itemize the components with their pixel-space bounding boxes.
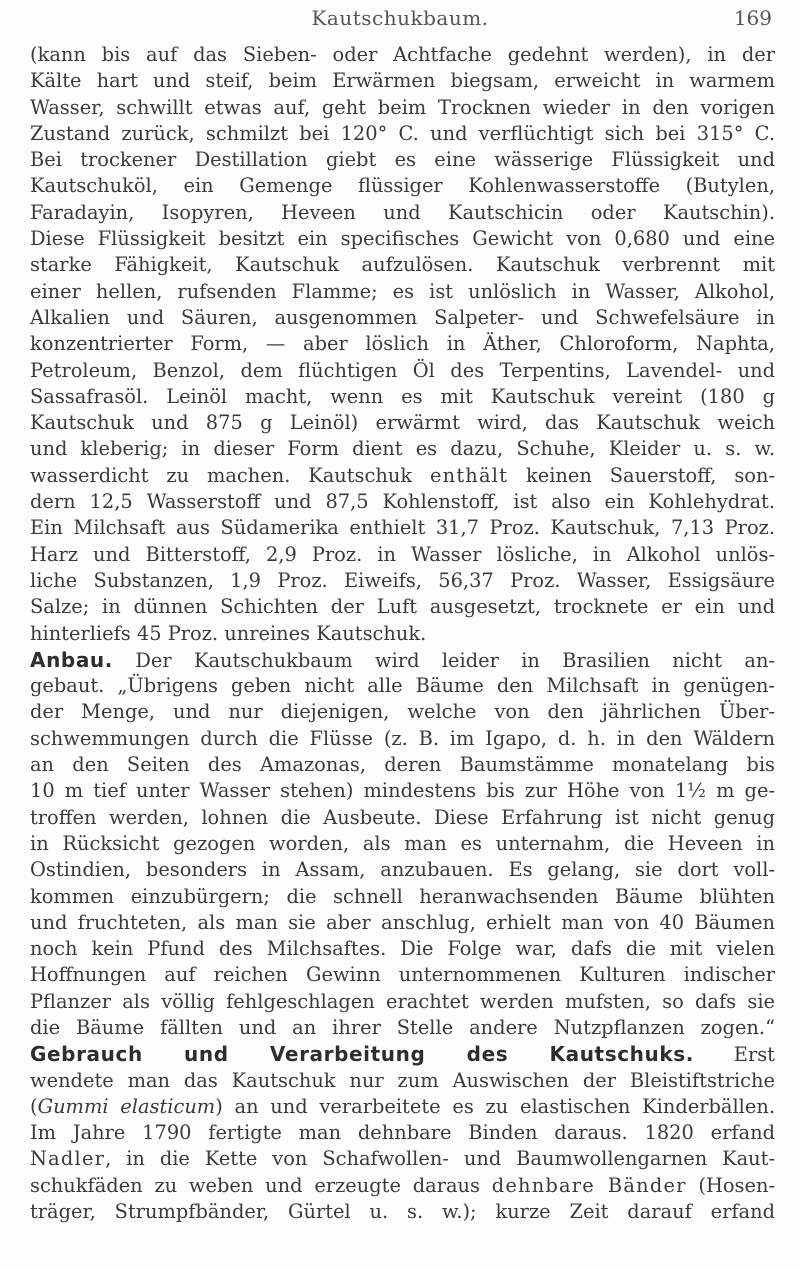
- text-line: der Menge, und nur diejenigen, welche von den jährlichen Über-: [30, 700, 775, 724]
- text-line: Faradayin, Isopyren, Heveen und Kautschicin oder Kautschin).: [30, 200, 775, 224]
- text-line: kommen einzubürgern; die schnell heranwachsenden Bäume blühten: [30, 884, 775, 908]
- text-line: konzentrierter Form, — aber löslich in Äther, Chloroform, Naphta,: [30, 332, 775, 356]
- body-text: [30, 42, 775, 1225]
- text-line: Harz und Bitterstoff, 2,9 Proz. in Wasser lösliche, in Alkohol unlös-: [30, 542, 775, 566]
- text-line: Diese Flüssigkeit besitzt ein specifisches Gewicht von 0,680 und eine: [30, 227, 775, 251]
- emphasis-word: enthält: [429, 463, 509, 487]
- section-heading-gebrauch: Gebrauch und Verarbeitung des Kautschuks.: [30, 1042, 694, 1067]
- text-line: noch kein Pfund des Milchsaftes. Die Folge war, dafs die mit vielen: [30, 937, 775, 961]
- text-line: (Gummi elasticum) an und verarbeitete es zu elastischen Kinderbällen.: [30, 1094, 775, 1118]
- text-line: gebaut. „Übrigens geben nicht alle Bäume den Milchsaft in genügen-: [30, 674, 775, 698]
- text-line: 10 m tief unter Wasser stehen) mindestens bis zur Höhe von 1½ m ge-: [30, 779, 775, 803]
- text-line: liche Substanzen, 1,9 Proz. Eiweifs, 56,37 Proz. Wasser, Essigsäure: [30, 568, 775, 592]
- emphasis-term: dehnbare Bänder: [491, 1173, 687, 1197]
- section-line-gebrauch: Gebrauch und Verarbeitung des Kautschuks. Erst: [30, 1042, 775, 1067]
- text-line: träger, Strumpfbänder, Gürtel u. s. w.); kurze Zeit darauf erfand: [30, 1200, 775, 1224]
- text-line: Ostindien, besonders in Assam, anzubauen. Es gelang, sie dort voll-: [30, 858, 775, 882]
- italic-term: Gummi elasticum: [37, 1094, 216, 1118]
- text-line: und fruchteten, als man sie aber anschlug, erhielt man von 40 Bäumen: [30, 910, 775, 934]
- text-line: schwemmungen durch die Flüsse (z. B. im Igapo, d. h. in den Wäldern: [30, 726, 775, 750]
- text-line: Zustand zurück, schmilzt bei 120° C. und verflüchtigt sich bei 315° C.: [30, 121, 775, 145]
- text-line: Bei trockener Destillation giebt es eine wässerige Flüssigkeit und: [30, 148, 775, 172]
- text-line: Ein Milchsaft aus Südamerika enthielt 31,7 Proz. Kautschuk, 7,13 Proz.: [30, 516, 775, 540]
- text-line: wasserdicht zu machen. Kautschuk enthält keinen Sauerstoff, son-: [30, 463, 775, 487]
- text-line: an den Seiten des Amazonas, deren Baumstämme monatelang bis: [30, 753, 775, 777]
- text-line: Sassafrasöl. Leinöl macht, wenn es mit Kautschuk vereint (180 g: [30, 384, 775, 408]
- text-line: wendete man das Kautschuk nur zum Auswischen der Bleistiftstriche: [30, 1068, 775, 1092]
- text-line: einer hellen, rufsenden Flamme; es ist unlöslich in Wasser, Alkohol,: [30, 279, 775, 303]
- text-line: Hoffnungen auf reichen Gewinn unternommenen Kulturen indischer: [30, 963, 775, 987]
- text-line: schukfäden zu weben und erzeugte daraus dehnbare Bänder (Hosen-: [30, 1173, 775, 1197]
- text-line: Kälte hart und steif, beim Erwärmen biegsam, erweicht in warmem: [30, 69, 775, 93]
- emphasis-name: Nadler: [30, 1147, 106, 1171]
- text-line: hinterliefs 45 Proz. unreines Kautschuk.: [30, 621, 427, 645]
- text-line: dern 12,5 Wasserstoff und 87,5 Kohlenstoff, ist also ein Kohlehydrat.: [30, 490, 775, 514]
- page-number: 169: [733, 6, 772, 30]
- text-line: Nadler, in die Kette von Schafwollen- und Baumwollengarnen Kaut-: [30, 1147, 775, 1171]
- text-line: starke Fähigkeit, Kautschuk aufzulösen. Kautschuk verbrennt mit: [30, 253, 775, 277]
- text-line: Alkalien und Säuren, ausgenommen Salpeter- und Schwefelsäure in: [30, 305, 775, 329]
- text-line: troffen werden, lohnen die Ausbeute. Diese Erfahrung ist nicht genug: [30, 805, 775, 829]
- text-line: Pflanzer als völlig fehlgeschlagen erachtet werden mufsten, so dafs sie: [30, 989, 775, 1013]
- text-line: Petroleum, Benzol, dem flüchtigen Öl des Terpentins, Lavendel- und: [30, 358, 775, 382]
- section-line-anbau: Anbau. Der Kautschukbaum wird leider in Brasilien nicht an-: [30, 647, 775, 672]
- text-line: in Rücksicht gezogen worden, als man es unternahm, die Heveen in: [30, 831, 775, 855]
- text-line: Kautschuköl, ein Gemenge flüssiger Kohlenwasserstoffe (Butylen,: [30, 174, 775, 198]
- section-heading-anbau: Anbau.: [30, 647, 113, 672]
- text-line: Salze; in dünnen Schichten der Luft ausgesetzt, trocknete er ein und: [30, 595, 775, 619]
- page-header: [28, 6, 772, 36]
- text-line: (kann bis auf das Sieben- oder Achtfache gedehnt werden), in der: [30, 43, 775, 66]
- text-line: Kautschuk und 875 g Leinöl) erwärmt wird, das Kautschuk weich: [30, 411, 775, 435]
- running-head: Kautschukbaum.: [311, 6, 489, 30]
- text-line: Wasser, schwillt etwas auf, geht beim Trocknen wieder in den vorigen: [30, 95, 775, 119]
- text-line: die Bäume fällten und an ihrer Stelle andere Nutzpflanzen zogen.“: [30, 1015, 775, 1039]
- text-line: und kleberig; in dieser Form dient es dazu, Schuhe, Kleider u. s. w.: [30, 437, 775, 461]
- text-line: Im Jahre 1790 fertigte man dehnbare Binden daraus. 1820 erfand: [30, 1121, 775, 1145]
